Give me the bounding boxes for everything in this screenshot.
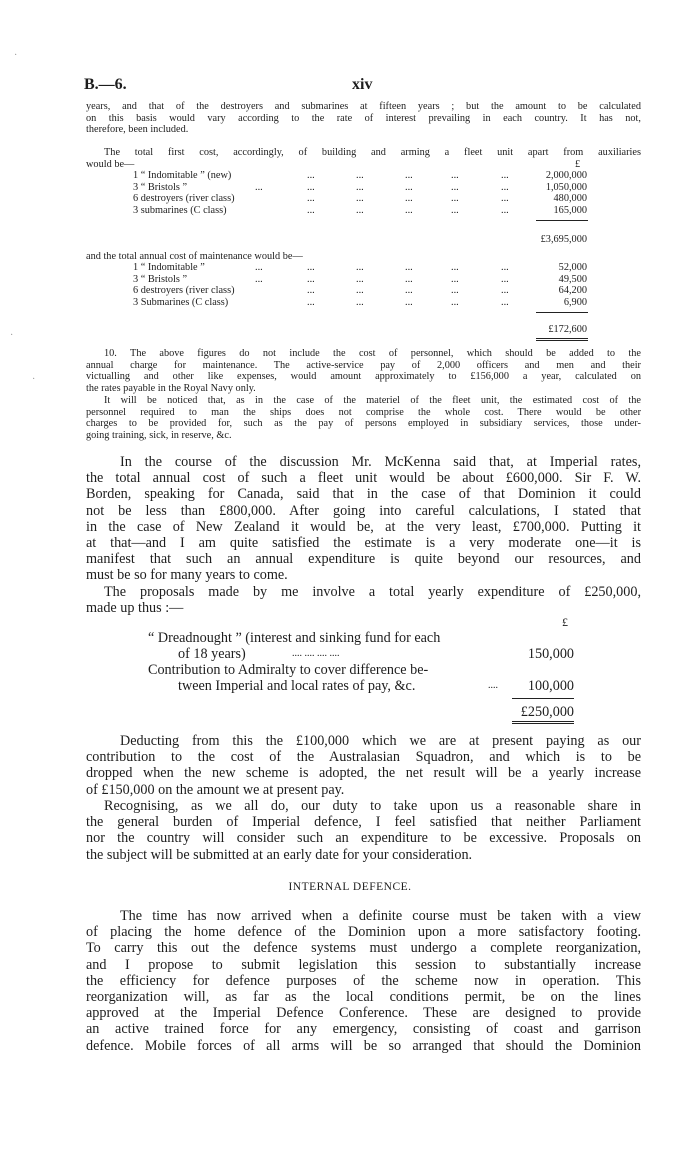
leader-dots: ... [356,262,364,273]
text-line: the subject will be submitted at an early date for your consideration. [86,846,473,863]
text-line: in the case of New Zealand it would be, at the very least, £700,000. Putting it [86,518,641,535]
text-line: reorganization will, as far as the local conditions permit, be on the lines [86,989,641,1006]
margin-speck: · [14,50,18,61]
leader-dots: ... [501,181,509,193]
margin-speck: · [32,374,36,385]
row-label: 6 destroyers (river class) [133,193,235,205]
text-line: would be— [86,158,135,170]
leader-dots: ... [451,181,459,193]
leader-dots: ... [307,285,315,297]
total-rule [512,721,574,722]
leader-dots: ... [405,285,413,297]
leader-dots: ... [307,262,315,273]
leader-dots: ... [307,296,315,308]
text-line: The total first cost, accordingly, of building and arming a fleet unit apart from auxiliaries [104,147,641,158]
leader-dots: ... [255,181,263,193]
currency-unit: £ [562,615,568,629]
row-value: 52,000 [558,262,587,273]
leader-dots: ... [501,273,509,285]
leader-dots: ... [405,204,413,216]
text-line: Recognising, as we all do, our duty to take upon us a reasonable share in [104,798,641,814]
row-label: 6 destroyers (river class) [133,285,235,297]
text-line: years, and that of the destroyers and submarines at fifteen years ; but the amount to be calculated [86,101,641,112]
row-value: 2,000,000 [545,170,587,181]
maintenance-total: £172,600 [548,324,587,335]
table-row [133,285,587,297]
text-line: nor the country will consider such an expenditure to be excessive. Proposals on [86,830,641,847]
margin-speck: · [10,330,14,341]
text-line: dropped when the new scheme is adopted, the net result will be a yearly increase [86,765,641,782]
text-line: Borden, speaking for Canada, said that in the case of that Dominion it could [86,486,641,503]
leader-dots: ... [356,204,364,216]
text-line: therefore, been included. [86,124,189,136]
paragraph-deducting [86,733,641,798]
leader-dots: ... [501,285,509,297]
leader-dots: ... [405,296,413,308]
row-label: 3 “ Bristols ” [133,181,188,193]
proposal-item-line: of 18 years) [178,646,246,662]
paragraph-first-cost [86,147,641,170]
text-line: the total annual cost of such a fleet unit would be about £600,000. Sir F. W. [86,470,641,487]
leader-dots: ... [307,193,315,205]
leader-dots: ... [405,181,413,193]
text-line: an active trained force for any emergency, consisting of coast and garrison [86,1021,641,1038]
total-rule [536,340,588,341]
total-rule [536,338,588,339]
leader-dots: ... [451,170,459,181]
table-row [133,182,587,194]
paragraph-internal-defence [86,908,641,1054]
proposal-item-line: tween Imperial and local rates of pay, &c. [178,678,416,694]
proposal-item-line: Contribution to Admiralty to cover difference be- [148,662,429,678]
text-line: personnel required to man the ships does not comprise the whole cost. There would be other [86,406,641,418]
row-value: 1,050,000 [545,181,587,193]
first-cost-total: £3,695,000 [540,234,587,245]
text-line: The time has now arrived when a definite course must be taken with a view [120,908,641,924]
leader-dots: ... [451,262,459,273]
sum-rule [536,312,588,313]
text-line: made up thus :— [86,600,184,617]
table-row [133,205,587,217]
row-label: 1 “ Indomitable ” (new) [133,170,232,181]
row-label: 3 Submarines (C class) [133,296,229,308]
leader-dots: .... .... .... .... [292,648,340,659]
paragraph-interest-note [86,101,641,136]
maintenance-table [133,262,587,308]
text-line: going training, sick, in reserve, &c. [86,429,232,441]
leader-dots: ... [255,273,263,285]
leader-dots: ... [307,181,315,193]
text-line: the efficiency for defence purposes of the scheme now in operation. This [86,972,641,989]
leader-dots: ... [356,170,364,181]
sum-rule [536,220,588,221]
leader-dots: ... [405,193,413,205]
text-line: In the course of the discussion Mr. McKenna said that, at Imperial rates, [120,454,641,470]
leader-dots: ... [307,204,315,216]
row-value: 64,200 [558,285,587,297]
leader-dots: ... [501,262,509,273]
leader-dots: ... [451,296,459,308]
text-line: annual charge for maintenance. The active-service pay of 2,000 officers and men and their [86,359,641,371]
text-line: manifest that such an annual expenditure is quite beyond our resources, and [86,551,641,568]
text-line: approved at the Imperial Defence Conference. These are designed to provide [86,1005,641,1022]
text-line: not be less than £800,000. After going into careful calculations, I stated that [86,502,641,519]
row-label: 1 “ Indomitable ” [133,262,205,273]
paragraph-mckenna [86,454,641,584]
text-line: of placing the home defence of the Dominion upon a more satisfactory footing. [86,924,641,941]
leader-dots: ... [451,273,459,285]
page-code: B.—6. [84,76,127,93]
section-heading: INTERNAL DEFENCE. [288,881,412,893]
text-line: on this basis would vary according to the rate of interest prevailing in each country. It has not, [86,112,641,124]
leader-dots: ... [501,204,509,216]
text-line: The proposals made by me involve a total yearly expenditure of £250,000, [104,584,641,600]
proposal-value: 150,000 [527,646,574,662]
leader-dots: .... [488,680,498,691]
first-cost-table [133,170,587,216]
sum-rule [512,698,574,699]
leader-dots: ... [356,193,364,205]
currency-unit: £ [575,159,581,170]
leader-dots: ... [356,296,364,308]
text-line: victualling and other like expenses, would amount approximately to £156,000 a year, calculated on [86,371,641,383]
maintenance-intro: and the total annual cost of maintenance would be— [86,251,303,262]
row-value: 49,500 [558,273,587,285]
text-line: Deducting from this the £100,000 which we are at present paying as our [120,733,641,749]
text-line: charges to be provided for, such as the pay of persons employed in subsidiary services, those under- [86,418,641,430]
leader-dots: ... [356,181,364,193]
text-line: and I propose to submit legislation this session to substantially increase [86,956,641,973]
table-row [133,274,587,286]
leader-dots: ... [356,285,364,297]
table-row [133,262,587,274]
text-line: the general burden of Imperial defence, I feel satisfied that neither Parliament [86,814,641,831]
leader-dots: ... [501,170,509,181]
leader-dots: ... [451,285,459,297]
leader-dots: ... [307,273,315,285]
leader-dots: ... [356,273,364,285]
leader-dots: ... [307,170,315,181]
row-value: 6,900 [563,296,587,308]
paragraph-recognising [86,798,641,863]
text-line: defence. Mobile forces of all arms will be so arranged that should the Dominion [86,1037,641,1054]
row-value: 165,000 [553,204,587,216]
proposal-value: 100,000 [527,678,574,694]
leader-dots: ... [451,193,459,205]
text-line: at that—and I am quite satisfied the estimate is a very moderate one—it is [86,535,641,552]
proposals-total: £250,000 [520,704,574,720]
page-number: xiv [352,76,373,93]
proposal-item-line: “ Dreadnought ” (interest and sinking fund for each [148,630,441,646]
text-line: It will be noticed that, as in the case of the materiel of the fleet unit, the estimated cost of the [104,395,641,406]
text-line: contribution to the cost of the Australasian Squadron, and which is to be [86,749,641,766]
table-row [133,297,587,309]
text-line: the rates payable in the Royal Navy only. [86,382,256,394]
leader-dots: ... [501,193,509,205]
text-line: of £150,000 on the amount we at present pay. [86,781,345,798]
leader-dots: ... [255,262,263,273]
text-line: 10. The above figures do not include the cost of personnel, which should be added to the [104,348,641,359]
leader-dots: ... [501,296,509,308]
row-label: 3 submarines (C class) [133,204,227,216]
text-line: To carry this out the defence systems must undergo a complete reorganization, [86,940,641,957]
paragraph-personnel-cost [86,395,641,441]
leader-dots: ... [405,170,413,181]
row-value: 480,000 [553,193,587,205]
leader-dots: ... [405,262,413,273]
table-row [133,170,587,182]
row-label: 3 “ Bristols ” [133,273,188,285]
leader-dots: ... [451,204,459,216]
leader-dots: ... [405,273,413,285]
paragraph-proposals [86,584,641,616]
text-line: must be so for many years to come. [86,567,288,584]
table-row [133,193,587,205]
paragraph-personnel [86,348,641,394]
total-rule [512,723,574,724]
